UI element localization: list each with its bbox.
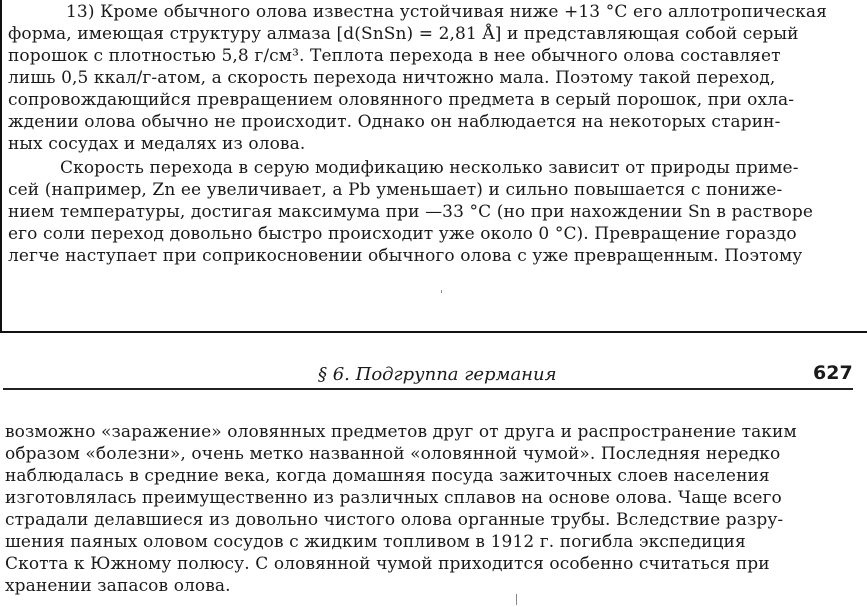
text-line: сей (например, Zn ее увеличивает, а Pb уменьшает) и сильно повышается с пониже- (8, 180, 783, 200)
text-line: лишь 0,5 ккал/г-атом, а скорость перехода ничтожно мала. Поэтому такой переход, (8, 68, 776, 88)
text-line: 13) Кроме обычного олова известна устойчивая ниже +13 °C его аллотропическая (66, 2, 827, 22)
text-line: возможно «заражение» оловянных предметов друг от друга и распространение таким (5, 422, 797, 442)
header-divider (3, 388, 853, 390)
text-line: Скотта к Южному полюсу. С оловянной чумой приходится особенно считаться при (5, 554, 770, 574)
text-line: образом «болезни», очень метко названной «оловянной чумой». Последняя нередко (5, 444, 781, 464)
section-title: § 6. Подгруппа германия (318, 364, 557, 385)
text-line: его соли переход довольно быстро происходит уже около 0 °C). Превращение гораздо (8, 224, 797, 244)
text-line: порошок с плотностью 5,8 г/см³. Теплота перехода в нее обычного олова составляет (8, 46, 781, 66)
scan-speck (516, 594, 517, 605)
text-line: изготовлялась преимущественно из различных сплавов на основе олова. Чаще всего (5, 488, 782, 508)
text-line: легче наступает при соприкосновении обычного олова с уже превращенным. Поэтому (8, 246, 803, 266)
text-line: сопровождающийся превращением оловянного предмета в серый порошок, при охла- (8, 90, 795, 110)
text-line: ных сосудах и медалях из олова. (8, 134, 306, 154)
page-number: 627 (813, 362, 853, 384)
text-line: форма, имеющая структуру алмаза [d(SnSn) = 2,81 Å] и представляющая собой серый (8, 24, 799, 44)
text-line: ждении олова обычно не происходит. Однако он наблюдается на некоторых старин- (8, 112, 781, 132)
text-line: наблюдалась в средние века, когда домашняя посуда зажиточных слоев населения (5, 466, 770, 486)
scan-speck (441, 290, 442, 293)
text-line: нием температуры, достигая максимума при —33 °C (но при нахождении Sn в растворе (8, 202, 813, 222)
text-line: Скорость перехода в серую модификацию несколько зависит от природы приме- (60, 158, 799, 178)
page-header (0, 364, 867, 388)
text-line: страдали делавшиеся из довольно чистого олова органные трубы. Вследствие разру- (5, 510, 784, 530)
text-line: хранении запасов олова. (5, 576, 231, 596)
text-line: шения паяных оловом сосудов с жидким топливом в 1912 г. погибла экспедиция (5, 532, 746, 552)
